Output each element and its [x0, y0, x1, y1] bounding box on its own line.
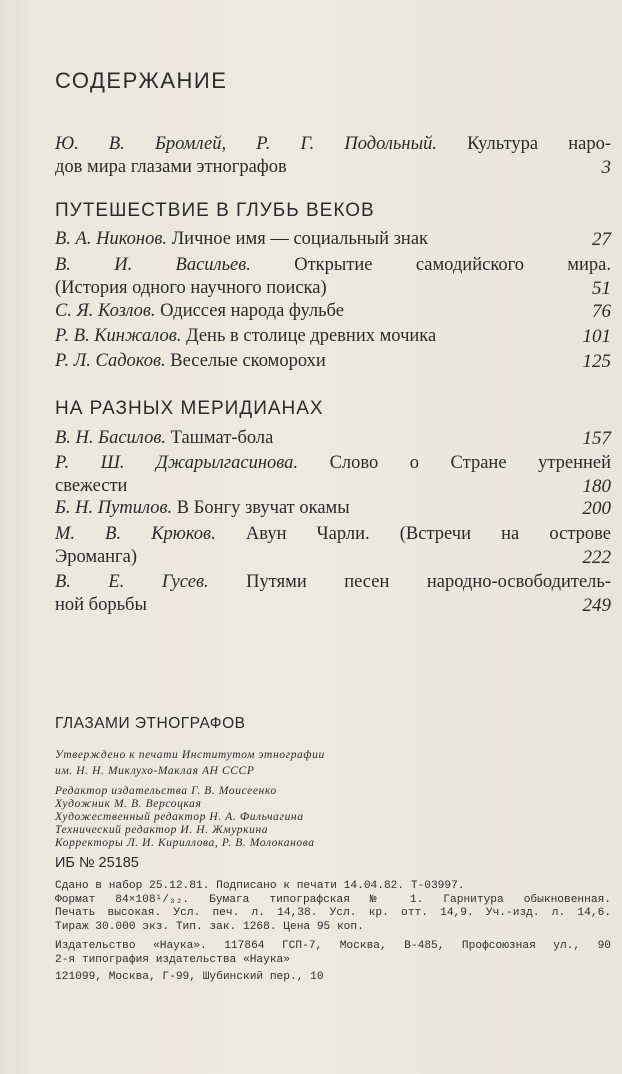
- toc-entry-line: [55, 133, 611, 156]
- toc-title: Культура наро-: [467, 134, 612, 154]
- toc-author: В. Е. Гусев.: [55, 572, 209, 592]
- toc-page-number: 200: [582, 498, 611, 519]
- toc-entry[interactable]: [55, 254, 611, 300]
- print-details: [55, 880, 611, 934]
- toc-author: В. А. Никонов.: [55, 229, 167, 249]
- toc-entry[interactable]: [55, 497, 611, 520]
- print-line: Печать высокая. Усл. печ. л. 14,38. Усл. кр. отт. 14,9. Уч.-изд. л. 14,6.: [55, 907, 611, 919]
- credit-tech-editor: Технический редактор И. Н. Жмуркина: [55, 824, 269, 836]
- print-line: Формат 84×108¹/₃₂. Бумага типографская № 1. Гарнитура обыкновенная.: [55, 893, 611, 906]
- approved-line: им. Н. Н. Миклухо-Маклая АН СССР: [55, 765, 255, 777]
- toc-page-number: 101: [582, 326, 611, 347]
- toc-entry[interactable]: [55, 300, 611, 323]
- toc-page-number: 3: [601, 157, 611, 178]
- credit-proofreaders: Корректоры Л. И. Кириллова, Р. В. Молоканова: [55, 837, 315, 849]
- toc-title: Одиссея народа фульбе: [160, 301, 344, 321]
- toc-title-continued: (История одного научного поиска): [55, 278, 327, 298]
- section-heading: НА РАЗНЫХ МЕРИДИАНАХ: [55, 398, 324, 419]
- toc-author: М. В. Крюков.: [55, 524, 216, 544]
- toc-entry[interactable]: [55, 350, 611, 373]
- publisher-details: [55, 940, 611, 985]
- show-through-text: [60, 44, 615, 56]
- toc-author: Ю. В. Бромлей, Р. Г. Подольный.: [55, 134, 437, 154]
- toc-entry[interactable]: [55, 228, 611, 251]
- toc-title: Личное имя — социальный знак: [171, 229, 429, 249]
- credit-art-editor: Художественный редактор Н. А. Фильчагина: [55, 811, 304, 823]
- publisher-line: 121099, Москва, Г-99, Шубинский пер., 10: [55, 971, 324, 983]
- toc-title: День в столице древних мочика: [186, 326, 437, 346]
- toc-title-continued: Эроманга): [55, 547, 138, 567]
- toc-title: Слово о Стране утренней: [329, 453, 611, 473]
- toc-page-number: 76: [592, 301, 611, 322]
- toc-entry[interactable]: [55, 452, 611, 498]
- toc-entry-intro[interactable]: [55, 133, 611, 179]
- toc-page-number: 51: [592, 278, 611, 299]
- print-line: Тираж 30.000 экз. Тип. зак. 1268. Цена 95 коп.: [55, 920, 364, 933]
- toc-entry[interactable]: [55, 325, 611, 348]
- toc-title: Веселые скоморохи: [170, 351, 326, 371]
- toc-author: Р. В. Кинжалов.: [55, 326, 182, 346]
- publisher-line: 2-я типография издательства «Наука»: [55, 953, 290, 966]
- print-line: Сдано в набор 25.12.81. Подписано к печати 14.04.82. Т-03997.: [55, 880, 465, 892]
- toc-page-number: 27: [592, 229, 611, 250]
- toc-title-continued: дов мира глазами этнографов: [55, 157, 287, 177]
- toc-title: Авун Чарли. (Встречи на острове: [245, 524, 611, 544]
- toc-title-continued: ной борьбы: [55, 595, 147, 615]
- toc-entry[interactable]: [55, 523, 611, 569]
- toc-entry[interactable]: [55, 571, 611, 617]
- contents-heading: СОДЕРЖАНИЕ: [55, 68, 228, 93]
- toc-entry[interactable]: [55, 427, 611, 450]
- colophon-book-title: ГЛАЗАМИ ЭТНОГРАФОВ: [55, 715, 246, 732]
- toc-page-number: 222: [582, 547, 611, 568]
- toc-title: Открытие самодийского мира.: [294, 255, 611, 275]
- toc-title: Ташмат-бола: [170, 428, 274, 448]
- toc-page-number: 125: [582, 351, 611, 372]
- toc-author: Р. Л. Садоков.: [55, 351, 166, 371]
- toc-title: Путями песен народно-освободитель-: [246, 572, 612, 592]
- ib-number: ИБ № 25185: [55, 855, 139, 871]
- credit-editor: Редактор издательства Г. В. Моисеенко: [55, 785, 277, 797]
- toc-author: С. Я. Козлов.: [55, 301, 156, 321]
- toc-author: Б. Н. Путилов.: [55, 498, 173, 518]
- approved-line: Утверждено к печати Институтом этнографии: [55, 749, 325, 761]
- publisher-line: Издательство «Наука». 117864 ГСП-7, Москва, В-485, Профсоюзная ул., 90: [55, 940, 611, 952]
- toc-title-continued: свежести: [55, 476, 128, 496]
- toc-author: В. И. Васильев.: [55, 255, 251, 275]
- section-heading: ПУТЕШЕСТВИЕ В ГЛУБЬ ВЕКОВ: [55, 200, 375, 221]
- credit-artist: Художник М. В. Версоцкая: [55, 798, 202, 810]
- toc-page-number: 157: [582, 428, 611, 449]
- toc-author: Р. Ш. Джарылгасинова.: [55, 453, 299, 473]
- toc-title: В Бонгу звучат окамы: [176, 498, 350, 518]
- toc-author: В. Н. Басилов.: [55, 428, 166, 448]
- toc-page-number: 180: [582, 476, 611, 497]
- toc-page-number: 249: [582, 595, 611, 616]
